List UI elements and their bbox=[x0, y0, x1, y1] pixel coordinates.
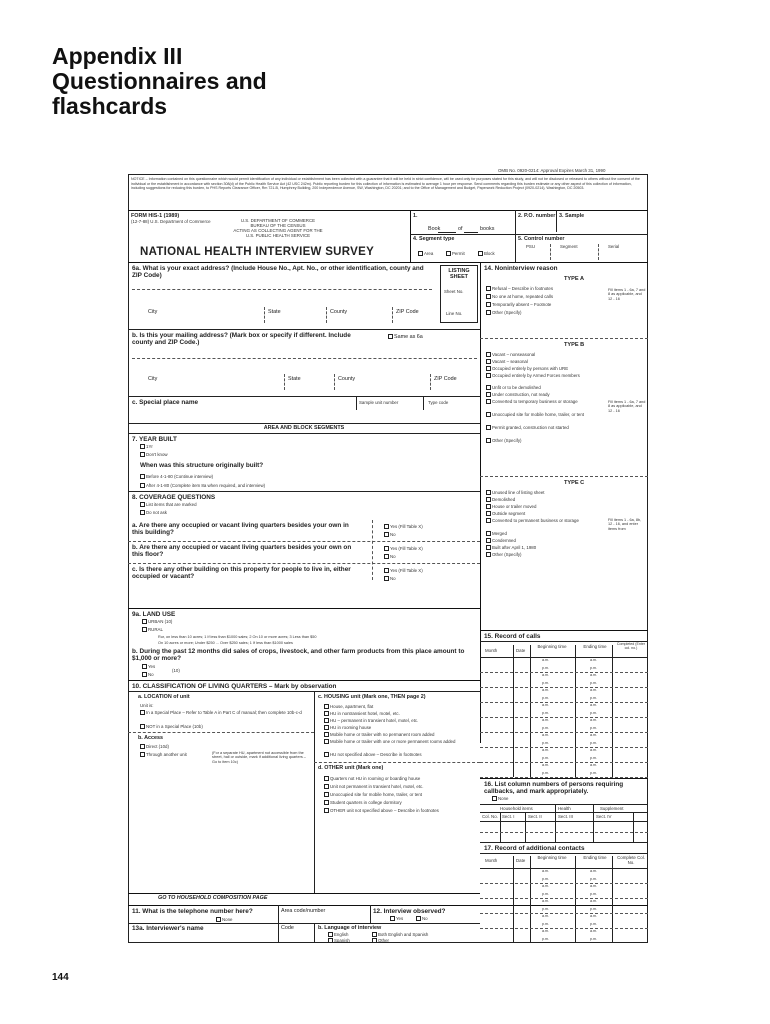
q10a-unit-is: Unit is: bbox=[140, 703, 154, 708]
q12-no[interactable]: No bbox=[416, 916, 428, 921]
table-row[interactable] bbox=[480, 687, 648, 702]
q10d-option-1[interactable]: Quarters not HU in rooming or boarding house bbox=[324, 776, 420, 781]
table-row[interactable] bbox=[480, 868, 648, 883]
divider bbox=[128, 433, 480, 434]
divider bbox=[480, 778, 648, 779]
dept-line-3: ACTING AS COLLECTING AGENT FOR THE bbox=[233, 228, 323, 233]
am-label: a.m. bbox=[590, 733, 597, 737]
pm-label: p.m. bbox=[590, 725, 597, 730]
sample-unit-label: Sample unit number bbox=[359, 400, 399, 405]
q9b-code: (10) bbox=[172, 668, 180, 673]
calls-completed-header: Completed (Enter col. no.) bbox=[616, 642, 646, 651]
table-row[interactable] bbox=[480, 717, 648, 732]
divider bbox=[128, 608, 480, 609]
q10c-option-1[interactable]: House, apartment, flat bbox=[324, 704, 373, 709]
pm-label: p.m. bbox=[590, 710, 597, 715]
divider bbox=[314, 923, 315, 943]
calls-month-header: Month bbox=[485, 648, 498, 653]
dept-line-4: U.S. PUBLIC HEALTH SERVICE bbox=[245, 233, 311, 238]
question-8c: c. Is there any other building on this property for people to live in, either occupied or vacant? bbox=[132, 566, 351, 580]
books-label: books bbox=[480, 226, 495, 232]
type-c-option-3[interactable]: House or trailer moved bbox=[486, 504, 536, 509]
question-17: 17. Record of additional contacts bbox=[484, 845, 585, 852]
am-label: a.m. bbox=[542, 869, 549, 873]
type-c-option-7[interactable]: Condemned bbox=[486, 538, 516, 543]
segment-label: Segment bbox=[560, 244, 578, 249]
divider bbox=[480, 804, 648, 805]
household-items-header: Household items bbox=[500, 806, 533, 811]
question-13a: 13a. Interviewer's name bbox=[132, 925, 204, 932]
pm-label: p.m. bbox=[542, 740, 549, 745]
calls-end-header: Ending time bbox=[583, 644, 607, 649]
type-b-option-10[interactable]: Other (Specify) bbox=[486, 438, 522, 443]
omb-number: OMB No. 0920-0214: Approval Expires March 31, 1990 bbox=[498, 168, 606, 173]
item-1-label: 1. bbox=[413, 213, 418, 219]
divider bbox=[480, 821, 648, 822]
county-label-2: County bbox=[338, 376, 356, 382]
type-c-option-9[interactable]: Other (Specify) bbox=[486, 552, 522, 557]
q10c-label: c. HOUSING unit (Mark one, THEN page 2) bbox=[318, 694, 426, 700]
area-code-label: Area code/number bbox=[281, 908, 326, 914]
type-c-option-4[interactable]: Outside segment bbox=[486, 511, 525, 516]
type-b-option-3[interactable]: Occupied entirely by persons with URE bbox=[486, 366, 568, 371]
heading-line-1: Appendix III bbox=[52, 43, 183, 69]
code-label: Code bbox=[281, 925, 294, 931]
type-b-option-2[interactable]: Vacant – seasonal bbox=[486, 359, 528, 364]
divider bbox=[128, 923, 480, 924]
line-no-label: Line No. bbox=[446, 311, 463, 316]
am-label: a.m. bbox=[542, 688, 549, 692]
pm-label: p.m. bbox=[542, 665, 549, 670]
type-c-option-2[interactable]: Demolished bbox=[486, 497, 515, 502]
q9b-yes[interactable]: Yes bbox=[142, 664, 155, 669]
am-label: a.m. bbox=[590, 914, 597, 918]
am-label: a.m. bbox=[590, 899, 597, 903]
am-label: a.m. bbox=[590, 748, 597, 752]
table-row[interactable] bbox=[480, 762, 648, 777]
question-14: 14. Noninterview reason bbox=[484, 265, 558, 272]
zip-label: ZIP Code bbox=[396, 309, 419, 315]
q10d-label: d. OTHER unit (Mark one) bbox=[318, 765, 384, 771]
calls-date-header: Date bbox=[516, 648, 526, 653]
item-4-label: 4. Segment type bbox=[413, 236, 455, 242]
divider bbox=[370, 905, 371, 923]
city-label: City bbox=[148, 309, 158, 315]
am-label: a.m. bbox=[542, 658, 549, 662]
pm-label: p.m. bbox=[590, 936, 597, 941]
question-13b: b. Language of interview bbox=[318, 925, 382, 931]
zip-label-2: ZIP Code bbox=[434, 376, 457, 382]
am-label: a.m. bbox=[590, 884, 597, 888]
type-b-option-6[interactable]: Under construction, not ready bbox=[486, 392, 550, 397]
divider bbox=[500, 812, 501, 842]
type-b-option-7[interactable]: Converted to temporary business or storage bbox=[486, 399, 604, 404]
table-row[interactable] bbox=[480, 657, 648, 672]
table-row[interactable] bbox=[480, 928, 648, 943]
lang-spanish[interactable]: Spanish bbox=[328, 938, 350, 943]
table-row[interactable] bbox=[480, 732, 648, 747]
divider bbox=[128, 732, 314, 733]
divider bbox=[555, 804, 556, 842]
state-label-2: State bbox=[288, 376, 301, 382]
type-b-option-8[interactable]: Unoccupied site for mobile home, trailer, or tent bbox=[486, 412, 604, 417]
q8-do-not-ask-option[interactable]: Do not ask bbox=[140, 510, 167, 515]
divider bbox=[480, 476, 648, 477]
pm-label: p.m. bbox=[542, 921, 549, 926]
divider bbox=[515, 210, 516, 262]
type-c-option-1[interactable]: Unused line of listing sheet bbox=[486, 490, 544, 495]
col-no-header: Col. No. bbox=[482, 814, 498, 819]
q10c-option-4[interactable]: HU in rooming house bbox=[324, 725, 371, 730]
health-header: Health bbox=[558, 806, 571, 811]
sect-4-header: Sect. IV bbox=[596, 814, 612, 819]
q9a-rural[interactable]: RURAL bbox=[142, 627, 163, 632]
divider bbox=[314, 691, 315, 893]
q9b-no[interactable]: No bbox=[142, 672, 154, 677]
am-label: a.m. bbox=[590, 929, 597, 933]
type-c-option-6[interactable]: Merged bbox=[486, 531, 507, 536]
contacts-month-header: Month bbox=[485, 858, 498, 863]
table-row[interactable] bbox=[480, 702, 648, 717]
pm-label: p.m. bbox=[542, 695, 549, 700]
question-8: 8. COVERAGE QUESTIONS bbox=[132, 494, 216, 501]
divider bbox=[326, 307, 327, 323]
pm-label: p.m. bbox=[590, 695, 597, 700]
divider bbox=[480, 832, 648, 833]
q7-before-option[interactable]: Before 4-1-80 (Continue interview) bbox=[140, 474, 213, 479]
type-c-option-5[interactable]: Converted to permanent business or storage bbox=[486, 518, 604, 523]
pm-label: p.m. bbox=[590, 680, 597, 685]
divider bbox=[128, 396, 480, 397]
question-7: 7. YEAR BUILT bbox=[132, 436, 177, 443]
q8b-yes[interactable]: Yes (Fill Table X) bbox=[384, 546, 423, 551]
q9a-note-1: Rur, on less than 10 acres; 1 If less than $1000 sales; 2 On 10 or more acres; 3 Less than $50 bbox=[158, 635, 317, 639]
q7-when-built: When was this structure originally built? bbox=[140, 462, 264, 469]
book-label: Book bbox=[428, 226, 441, 232]
question-8a: a. Are there any occupied or vacant living quarters besides your own in this building? bbox=[132, 522, 349, 536]
q10c-option-5[interactable]: Mobile home or trailer with no permanent room added bbox=[324, 732, 434, 737]
q10b-label: b. Access bbox=[138, 735, 163, 741]
divider bbox=[264, 307, 265, 323]
pm-label: p.m. bbox=[590, 740, 597, 745]
divider bbox=[128, 680, 480, 681]
q7-after-option[interactable]: After 4-1-80 (Complete item 8a when required, and interview) bbox=[140, 483, 265, 488]
question-15: 15. Record of calls bbox=[484, 633, 541, 640]
question-16: 16. List column numbers of persons requiring callbacks, and mark appropriately. bbox=[484, 781, 624, 795]
divider bbox=[372, 520, 373, 580]
divider bbox=[480, 630, 648, 631]
lang-other[interactable]: Other bbox=[372, 938, 389, 943]
type-c-heading: TYPE C bbox=[564, 480, 585, 486]
divider bbox=[480, 812, 648, 813]
table-row[interactable] bbox=[480, 672, 648, 687]
segment-permit-option[interactable]: Permit bbox=[446, 251, 465, 256]
serial-label: Serial bbox=[608, 244, 620, 249]
am-label: a.m. bbox=[590, 673, 597, 677]
pm-label: p.m. bbox=[542, 680, 549, 685]
question-9a: 9a. LAND USE bbox=[132, 611, 176, 618]
item-5-label: 5. Control number bbox=[518, 236, 565, 242]
divider bbox=[284, 374, 285, 390]
am-label: a.m. bbox=[590, 869, 597, 873]
divider bbox=[128, 423, 480, 424]
item-3-label: 3. Sample bbox=[559, 213, 585, 219]
question-10: 10. CLASSIFICATION OF LIVING QUARTERS – Mark by observation bbox=[132, 683, 337, 690]
divider bbox=[334, 374, 335, 390]
pm-label: p.m. bbox=[542, 755, 549, 760]
divider bbox=[423, 396, 424, 410]
lang-both[interactable]: Both English and Spanish bbox=[372, 932, 428, 937]
q16-none[interactable]: None bbox=[492, 796, 509, 801]
q10d-option-2[interactable]: Unit not permanent in transient hotel, motel, etc. bbox=[324, 784, 423, 789]
type-a-note: Fill items 1 - 6a, 7 and 8 as applicable, and 12 - 16 bbox=[608, 288, 646, 301]
psu-label: PSU bbox=[526, 244, 536, 249]
q8-list-option[interactable]: List items that are marked bbox=[140, 502, 197, 507]
divider bbox=[128, 491, 480, 492]
divider bbox=[128, 210, 648, 211]
contacts-complete-header: Complete Col. No. bbox=[617, 855, 645, 865]
supplement-header: Supplement bbox=[600, 806, 624, 811]
questionnaire-form bbox=[128, 168, 648, 943]
divider bbox=[550, 244, 551, 260]
area-block-heading: AREA AND BLOCK SEGMENTS bbox=[263, 425, 345, 431]
pm-label: p.m. bbox=[590, 770, 597, 775]
divider bbox=[128, 563, 480, 564]
table-row[interactable] bbox=[480, 898, 648, 913]
type-a-heading: TYPE A bbox=[564, 276, 584, 282]
same-as-6a-option[interactable]: Same as 6a bbox=[388, 334, 423, 340]
mailing-line[interactable] bbox=[132, 358, 477, 359]
divider bbox=[633, 812, 634, 842]
listing-sheet-label: LISTING SHEET bbox=[448, 268, 470, 281]
type-b-option-9[interactable]: Permit granted, construction not started bbox=[486, 425, 604, 430]
question-12: 12. Interview observed? bbox=[373, 908, 446, 915]
type-b-option-1[interactable]: Vacant – nonseasonal bbox=[486, 352, 535, 357]
divider bbox=[278, 905, 279, 923]
of-label: of bbox=[458, 226, 463, 232]
am-label: a.m. bbox=[590, 718, 597, 722]
divider bbox=[480, 853, 648, 854]
divider bbox=[480, 338, 648, 339]
pm-label: p.m. bbox=[590, 665, 597, 670]
sect-2-header: Sect. II bbox=[528, 814, 542, 819]
heading-line-3: flashcards bbox=[52, 93, 168, 119]
city-label-2: City bbox=[148, 376, 158, 382]
q7-dont-know-option[interactable]: Don't know bbox=[140, 452, 168, 457]
pm-label: p.m. bbox=[590, 891, 597, 896]
form-number: FORM HIS-1 (1989) bbox=[131, 213, 180, 219]
county-label: County bbox=[330, 309, 348, 315]
divider bbox=[480, 842, 648, 843]
type-c-note: Fill items 1 - 6a, 8b, 12 - 16, and enter items from bbox=[608, 518, 642, 531]
type-a-option-2[interactable]: No one at home, repeated calls bbox=[486, 294, 553, 299]
q10b-direct[interactable]: Direct (10d) bbox=[140, 744, 169, 749]
q10b-through[interactable]: Through another unit bbox=[140, 752, 187, 757]
pm-label: p.m. bbox=[542, 876, 549, 881]
book-blank bbox=[438, 232, 456, 233]
am-label: a.m. bbox=[542, 733, 549, 737]
pm-label: p.m. bbox=[542, 936, 549, 941]
privacy-notice: NOTICE – Information contained on this questionnaire which would permit identification of any individual or establishment has been collected with a guarantee that it will be held in strict confidence, will be used only for purposes stated for this study, and will not be disclosed or released to others without the consent of the individual or the establishment in accordance with section 308(d) of the Public Health Service Act (42 USC 242m). Public reporting burden for this collection of information is estimated to average 1 hour per response. Send comments regarding this burden estimate or any other aspect of this collection of information, including suggestions for reducing this burden, to PHS Reports Clearance Officer, Rm 721-B, Humphrey Building, 200 Independence Avenue, SW, Washington, DC 20201; and to the Office of Management and Budget, Paperwork Reduction Project (0920-0214), Washington, DC 20503. bbox=[131, 177, 640, 191]
type-b-heading: TYPE B bbox=[564, 342, 585, 348]
divider bbox=[128, 329, 480, 330]
page-number: 144 bbox=[52, 972, 69, 983]
question-8b: b. Are there any occupied or vacant living quarters besides your own on this floor? bbox=[132, 544, 352, 558]
type-b-option-4[interactable]: Occupied entirely by Armed Forces members bbox=[486, 373, 604, 378]
pm-label: p.m. bbox=[542, 906, 549, 911]
form-date: (12-7-88) U.S. Department of Commerce bbox=[131, 219, 211, 224]
divider bbox=[356, 396, 357, 410]
type-a-option-1[interactable]: Refusal – Describe in footnotes bbox=[486, 286, 553, 291]
pm-label: p.m. bbox=[590, 755, 597, 760]
divider bbox=[598, 244, 599, 260]
am-label: a.m. bbox=[542, 673, 549, 677]
sheet-no-label: Sheet No. bbox=[444, 289, 464, 294]
divider bbox=[128, 691, 480, 692]
q11-none[interactable]: None bbox=[216, 917, 233, 922]
q10c-option-3[interactable]: HU – permanent in transient hotel, motel, etc. bbox=[324, 718, 418, 723]
dept-line-1: U.S. DEPARTMENT OF COMMERCE bbox=[240, 218, 316, 223]
table-row[interactable] bbox=[480, 883, 648, 898]
q9a-urban[interactable]: URBAN (10) bbox=[142, 619, 172, 624]
contacts-begin-header: Beginning time bbox=[537, 855, 567, 860]
dept-line-2: BUREAU OF THE CENSUS bbox=[250, 223, 306, 228]
q10d-option-3[interactable]: Unoccupied site for mobile home, trailer, or tent bbox=[324, 792, 422, 797]
question-11: 11. What is the telephone number here? bbox=[132, 908, 253, 915]
contacts-end-header: Ending time bbox=[583, 855, 607, 860]
question-6b: b. Is this your mailing address? (Mark box or specify if different. Include county and ZIP Code.) bbox=[132, 332, 351, 346]
contacts-date-header: Date bbox=[516, 858, 526, 863]
divider bbox=[314, 762, 480, 763]
q10d-option-4[interactable]: Student quarters in college dormitory bbox=[324, 800, 402, 805]
divider bbox=[392, 307, 393, 323]
divider bbox=[278, 923, 279, 943]
pm-label: p.m. bbox=[590, 876, 597, 881]
am-label: a.m. bbox=[542, 703, 549, 707]
q9a-note-2: On 10 acres or more; Under $250 ... Over $250 sales; 1 If less than $1000 sales bbox=[158, 641, 293, 645]
am-label: a.m. bbox=[542, 899, 549, 903]
q8b-no[interactable]: No bbox=[384, 554, 396, 559]
divider bbox=[128, 262, 648, 263]
type-code-label: Type code bbox=[428, 400, 449, 405]
q10a-not-special[interactable]: NOT in a Special Place (10b) bbox=[140, 724, 203, 729]
question-9b: b. During the past 12 months did sales of crops, livestock, and other farm products from this place amount to $1,000 or more? bbox=[132, 648, 465, 662]
survey-title: NATIONAL HEALTH INTERVIEW SURVEY bbox=[140, 246, 375, 258]
pm-label: p.m. bbox=[542, 891, 549, 896]
divider bbox=[430, 374, 431, 390]
q8a-yes[interactable]: Yes (Fill Table X) bbox=[384, 524, 423, 529]
am-label: a.m. bbox=[590, 763, 597, 767]
pm-label: p.m. bbox=[542, 770, 549, 775]
sect-3-header: Sect. III bbox=[558, 814, 573, 819]
heading-line-2: Questionnaires and bbox=[52, 68, 267, 94]
q8c-no[interactable]: No bbox=[384, 576, 396, 581]
q10c-option-2[interactable]: HU in nontransient hotel, motel, etc. bbox=[324, 711, 400, 716]
pm-label: p.m. bbox=[542, 725, 549, 730]
address-line[interactable] bbox=[132, 289, 432, 290]
am-label: a.m. bbox=[542, 748, 549, 752]
am-label: a.m. bbox=[542, 763, 549, 767]
divider bbox=[480, 777, 648, 778]
table-row[interactable] bbox=[480, 913, 648, 928]
appendix-heading bbox=[52, 44, 267, 119]
divider bbox=[128, 541, 480, 542]
question-6c: c. Special place name bbox=[132, 399, 199, 406]
item-2-label: 2. P.O. number bbox=[518, 213, 556, 219]
type-b-option-5[interactable]: Unfit or to be demolished bbox=[486, 385, 541, 390]
type-c-option-8[interactable]: Built after April 1, 1980 bbox=[486, 545, 536, 550]
divider bbox=[410, 210, 411, 262]
question-6a: 6a. What is your exact address? (Include House No., Apt. No., or other identification, county and ZIP Code) bbox=[132, 265, 424, 279]
q10a-label: a. LOCATION of unit bbox=[138, 694, 190, 700]
segment-area-option[interactable]: Area bbox=[418, 251, 433, 256]
state-label: State bbox=[268, 309, 281, 315]
of-blank bbox=[464, 232, 478, 233]
am-label: a.m. bbox=[542, 884, 549, 888]
q7-year-option[interactable]: 1Yr bbox=[140, 444, 153, 449]
q10b-note: (For a separate HU, apartment not accessible from the street, hall or outside, mark if additional living quarters – Go to item 10c) bbox=[212, 751, 306, 764]
q8c-yes[interactable]: Yes (Fill Table X) bbox=[384, 568, 423, 573]
divider bbox=[410, 234, 648, 235]
q10c-option-6[interactable]: Mobile home or trailer with one or more permanent rooms added bbox=[324, 739, 476, 744]
divider bbox=[128, 893, 480, 894]
q10c-option-7[interactable]: HU not specified above – Describe in footnotes bbox=[324, 752, 422, 757]
lang-english[interactable]: English bbox=[328, 932, 348, 937]
am-label: a.m. bbox=[590, 688, 597, 692]
q12-yes[interactable]: Yes bbox=[390, 916, 403, 921]
q10d-option-5[interactable]: OTHER unit not specified above – Describe in footnotes bbox=[324, 808, 476, 813]
segment-block-option[interactable]: Block bbox=[478, 251, 495, 256]
am-label: a.m. bbox=[542, 914, 549, 918]
type-a-option-3[interactable]: Temporarily absent – Footnote bbox=[486, 302, 551, 307]
am-label: a.m. bbox=[542, 929, 549, 933]
go-to-household-instruction: GO TO HOUSEHOLD COMPOSITION PAGE bbox=[158, 895, 268, 901]
pm-label: p.m. bbox=[590, 921, 597, 926]
table-row[interactable] bbox=[480, 747, 648, 762]
am-label: a.m. bbox=[542, 718, 549, 722]
type-b-note: Fill items 1 - 6a, 7 and 8 as applicable, and 12 - 16 bbox=[608, 400, 646, 413]
type-a-option-4[interactable]: Other (Specify) bbox=[486, 310, 522, 315]
divider bbox=[556, 210, 557, 232]
divider bbox=[593, 804, 594, 842]
am-label: a.m. bbox=[590, 703, 597, 707]
calls-begin-header: Beginning time bbox=[537, 644, 567, 649]
pm-label: p.m. bbox=[542, 710, 549, 715]
sect-1-header: Sect. I bbox=[502, 814, 515, 819]
q10a-special-place[interactable]: In a Special Place – Refer to Table A in Part C of manual; then complete 10b-c-d bbox=[140, 710, 310, 715]
pm-label: p.m. bbox=[590, 906, 597, 911]
divider bbox=[525, 812, 526, 842]
am-label: a.m. bbox=[590, 658, 597, 662]
q8a-no[interactable]: No bbox=[384, 532, 396, 537]
